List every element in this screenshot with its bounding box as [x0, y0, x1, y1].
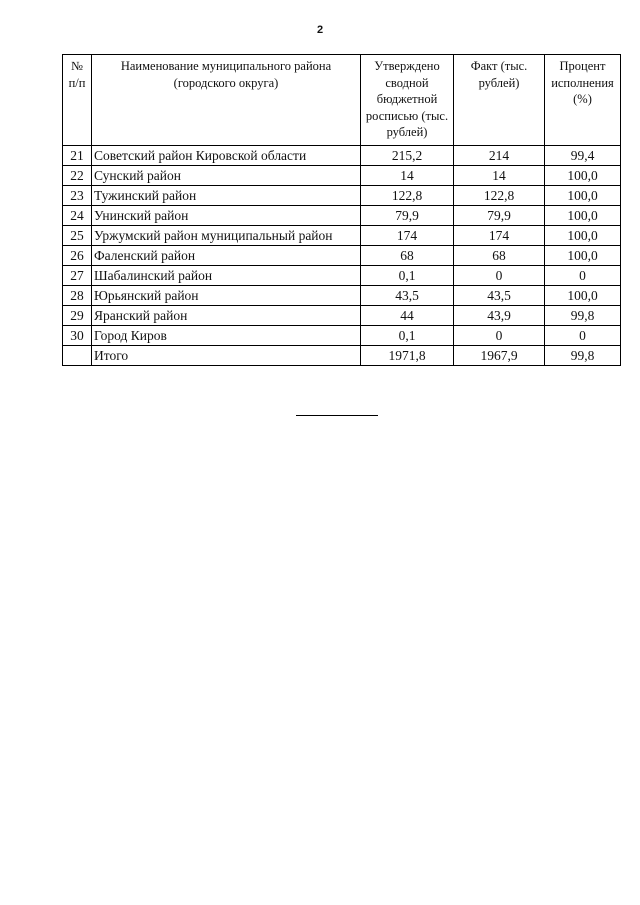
row-num: 21 — [63, 145, 92, 165]
table-row — [63, 325, 621, 345]
row-fact: 14 — [454, 165, 545, 185]
table-row — [63, 285, 621, 305]
row-plan: 122,8 — [361, 185, 454, 205]
row-plan: 44 — [361, 305, 454, 325]
row-percent: 100,0 — [545, 185, 621, 205]
table-row — [63, 145, 621, 165]
row-num: 27 — [63, 265, 92, 285]
row-percent: 0 — [545, 265, 621, 285]
row-plan: 0,1 — [361, 325, 454, 345]
row-fact: 122,8 — [454, 185, 545, 205]
table-row — [63, 265, 621, 285]
row-name: Юрьянский район — [92, 285, 361, 305]
row-plan: 174 — [361, 225, 454, 245]
row-percent: 0 — [545, 325, 621, 345]
row-percent: 100,0 — [545, 245, 621, 265]
total-plan: 1971,8 — [361, 345, 454, 365]
row-percent: 100,0 — [545, 225, 621, 245]
header-num: № п/п — [63, 55, 92, 146]
table-header-row — [63, 55, 621, 146]
total-fact: 1967,9 — [454, 345, 545, 365]
row-name: Фаленский район — [92, 245, 361, 265]
table-row — [63, 305, 621, 325]
total-percent: 99,8 — [545, 345, 621, 365]
row-fact: 43,9 — [454, 305, 545, 325]
row-percent: 100,0 — [545, 165, 621, 185]
row-name: Тужинский район — [92, 185, 361, 205]
row-fact: 174 — [454, 225, 545, 245]
row-percent: 100,0 — [545, 285, 621, 305]
row-num: 30 — [63, 325, 92, 345]
row-num: 22 — [63, 165, 92, 185]
row-percent: 99,4 — [545, 145, 621, 165]
row-fact: 214 — [454, 145, 545, 165]
total-row — [63, 345, 621, 365]
row-fact: 0 — [454, 325, 545, 345]
total-label: Итого — [92, 345, 361, 365]
row-num: 26 — [63, 245, 92, 265]
row-num: 28 — [63, 285, 92, 305]
header-name: Наименование муниципального района (городского округа) — [92, 55, 361, 146]
page-number: 2 — [316, 24, 324, 36]
row-num: 24 — [63, 205, 92, 225]
row-plan: 215,2 — [361, 145, 454, 165]
table-row — [63, 225, 621, 245]
row-fact: 43,5 — [454, 285, 545, 305]
row-percent: 99,8 — [545, 305, 621, 325]
table-row — [63, 245, 621, 265]
row-name: Город Киров — [92, 325, 361, 345]
row-num: 23 — [63, 185, 92, 205]
total-num — [63, 345, 92, 365]
row-name: Шабалинский район — [92, 265, 361, 285]
row-fact: 68 — [454, 245, 545, 265]
row-num: 29 — [63, 305, 92, 325]
row-name: Уржумский район муниципальный район — [92, 225, 361, 245]
header-plan: Утверждено сводной бюджетной росписью (тыс. рублей) — [361, 55, 454, 146]
row-plan: 0,1 — [361, 265, 454, 285]
row-name: Советский район Кировской области — [92, 145, 361, 165]
header-fact: Факт (тыс. рублей) — [454, 55, 545, 146]
header-percent: Процент исполнения (%) — [545, 55, 621, 146]
row-name: Унинский район — [92, 205, 361, 225]
row-plan: 43,5 — [361, 285, 454, 305]
row-fact: 79,9 — [454, 205, 545, 225]
table-row — [63, 185, 621, 205]
table-row — [63, 205, 621, 225]
row-plan: 79,9 — [361, 205, 454, 225]
row-plan: 14 — [361, 165, 454, 185]
budget-execution-table — [62, 54, 621, 366]
row-name: Сунский район — [92, 165, 361, 185]
row-num: 25 — [63, 225, 92, 245]
table-row — [63, 165, 621, 185]
row-name: Яранский район — [92, 305, 361, 325]
row-plan: 68 — [361, 245, 454, 265]
end-separator-line — [296, 415, 378, 416]
row-percent: 100,0 — [545, 205, 621, 225]
row-fact: 0 — [454, 265, 545, 285]
